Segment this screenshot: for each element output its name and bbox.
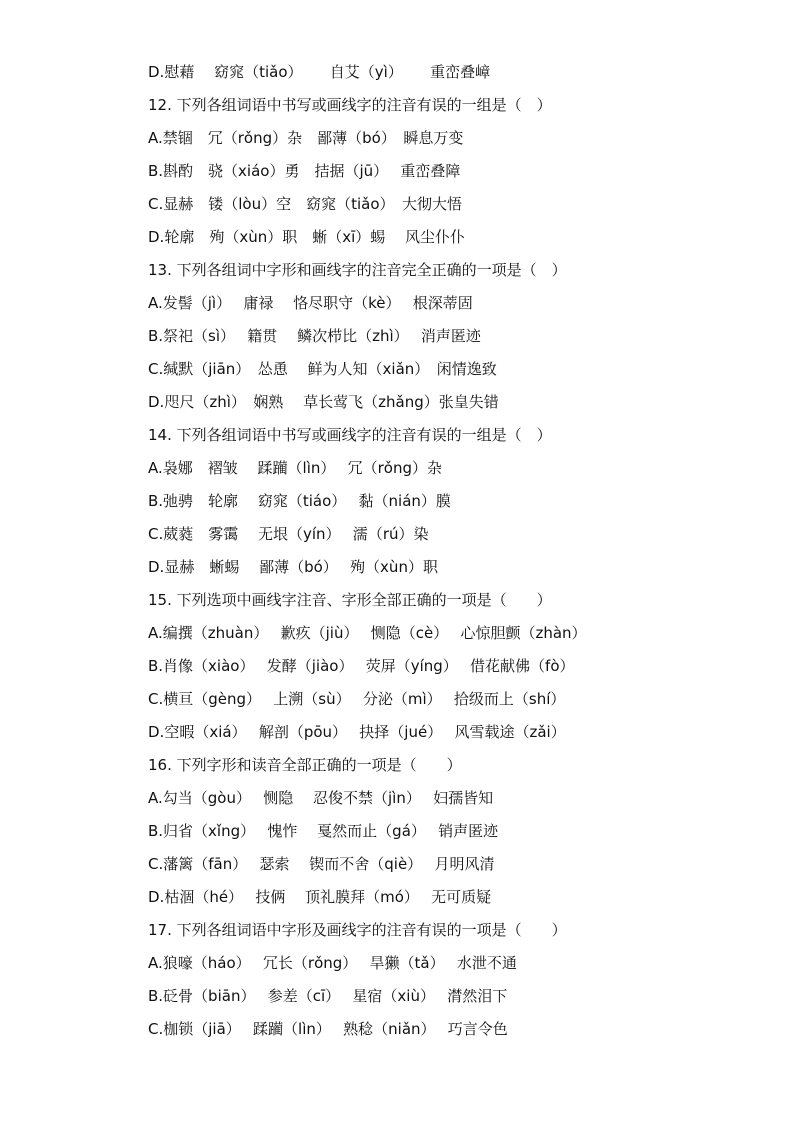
option-line: A.发髻（jì） 庸禄 恪尽职守（kè） 根深蒂固 <box>148 294 473 312</box>
option-line: A.勾当（gòu） 恻隐 忍俊不禁（jìn） 妇孺皆知 <box>148 789 494 807</box>
question-line: 17. 下列各组词语中字形及画线字的注音有误的一项是（ ） <box>148 921 567 939</box>
option-line: A.禁锢 冗（rǒng）杂 鄙薄（bó） 瞬息万变 <box>148 129 464 147</box>
option-line: A.袅娜 褶皱 蹂躏（lìn） 冗（rǒng）杂 <box>148 459 443 477</box>
option-line: B.砭骨（biān） 参差（cī） 星宿（xiù） 潸然泪下 <box>148 987 508 1005</box>
option-line: A.编撰（zhuàn） 歉疚（jiù） 恻隐（cè） 心惊胆颤（zhàn） <box>148 624 587 642</box>
option-line: B.祭祀（sì） 籍贯 鳞次栉比（zhì） 消声匿迹 <box>148 327 481 345</box>
question-line: 16. 下列字形和读音全部正确的一项是（ ） <box>148 756 462 774</box>
option-line: D.枯涸（hé） 技俩 顶礼膜拜（mó） 无可质疑 <box>148 888 492 906</box>
option-line: A.狼嚎（háo） 冗长（rǒng） 旱獭（tǎ） 水泄不通 <box>148 954 517 972</box>
question-line: 14. 下列各组词语中书写或画线字的注音有误的一组是（ ） <box>148 426 552 444</box>
option-line: C.藩篱（fān） 瑟索 锲而不舍（qiè） 月明风清 <box>148 855 495 873</box>
option-line: D.咫尺（zhì） 娴熟 草长莺飞（zhǎng）张皇失错 <box>148 393 499 411</box>
question-line: 12. 下列各组词语中书写或画线字的注音有误的一组是（ ） <box>148 96 552 114</box>
option-line: B.斟酌 骁（xiáo）勇 拮据（jū） 重峦叠障 <box>148 162 461 180</box>
option-line: D.显赫 蜥蜴 鄙薄（bó） 殉（xùn）职 <box>148 558 438 576</box>
option-line: D.轮廓 殉（xùn）职 蜥（xī）蜴 风尘仆仆 <box>148 228 466 246</box>
question-line: 15. 下列选项中画线字注音、字形全部正确的一项是（ ） <box>148 591 552 609</box>
option-line: B.归省（xǐng） 愧怍 戛然而止（gá） 销声匿迹 <box>148 822 499 840</box>
option-line: C.葳蕤 雾霭 无垠（yín） 濡（rú）染 <box>148 525 429 543</box>
option-line: C.横亘（gèng） 上溯（sù） 分泌（mì） 拾级而上（shí） <box>148 690 566 708</box>
option-line: C.显赫 镂（lòu）空 窈窕（tiǎo） 大彻大悟 <box>148 195 463 213</box>
option-line: C.枷锁（jiā） 蹂躏（lìn） 熟稔（niǎn） 巧言令色 <box>148 1020 508 1038</box>
option-line: B.弛骋 轮廓 窈窕（tiáo） 黏（nián）膜 <box>148 492 451 510</box>
option-line: D.空暇（xiá） 解剖（pōu） 抉择（jué） 风雪载途（zǎi） <box>148 723 566 741</box>
option-line: D.慰藉 窈窕（tiǎo） 自艾（yì） 重峦叠嶂 <box>148 63 491 81</box>
option-line: B.肖像（xiào） 发酵（jiào） 荧屏（yíng） 借花献佛（fò） <box>148 657 575 675</box>
question-line: 13. 下列各组词中字形和画线字的注音完全正确的一项是（ ） <box>148 261 567 279</box>
option-line: C.缄默（jiān） 怂恿 鲜为人知（xiǎn） 闲情逸致 <box>148 360 497 378</box>
